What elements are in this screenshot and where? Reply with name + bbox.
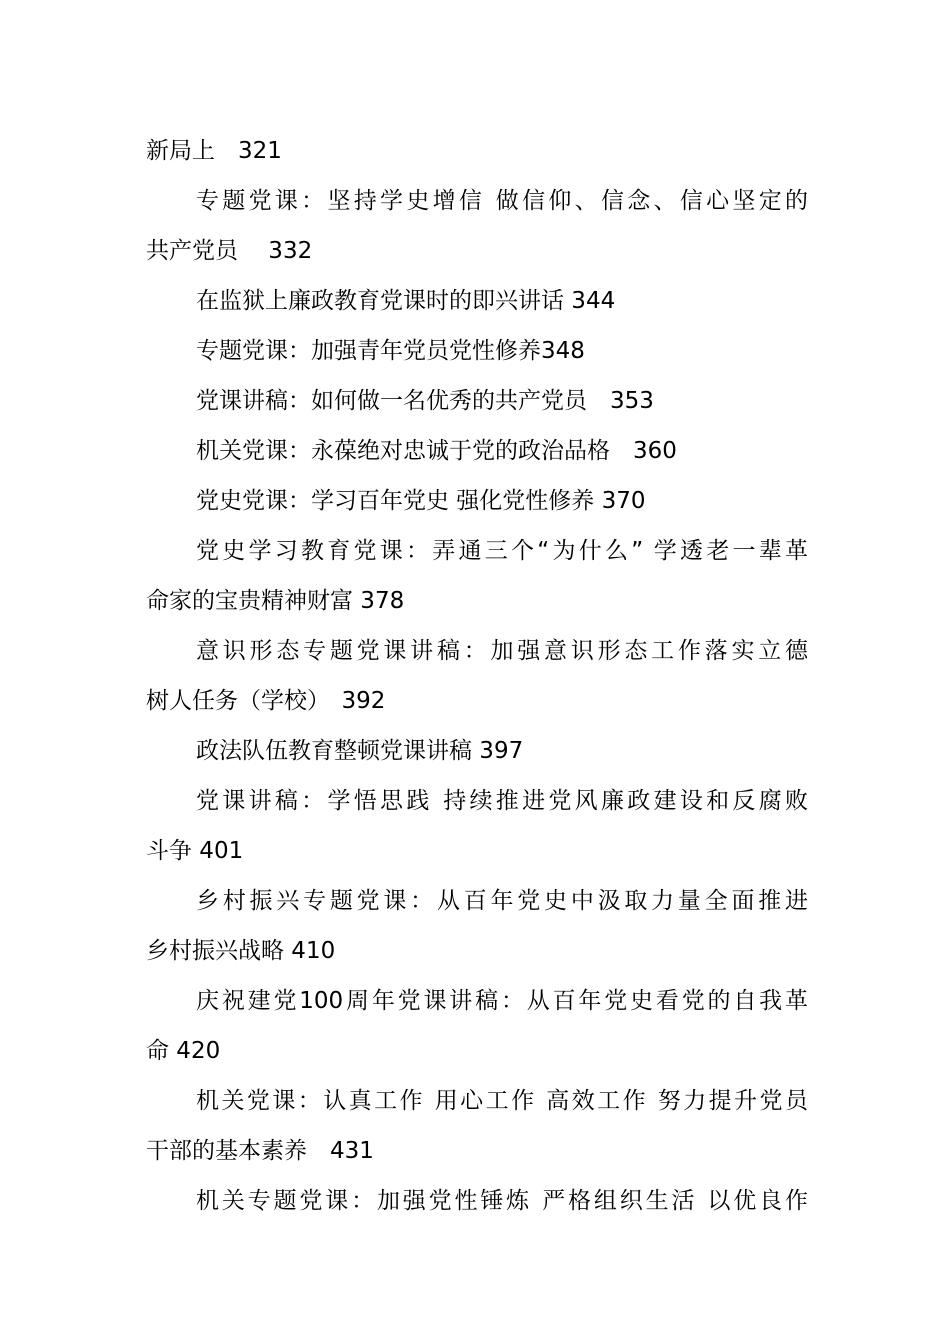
toc-line: 在监狱上廉政教育党课时的即兴讲话 344: [196, 288, 616, 314]
toc-line: 机关党课：永葆绝对忠诚于党的政治品格 360: [196, 438, 677, 464]
toc-line: 党史党课：学习百年党史 强化党性修养 370: [196, 488, 646, 514]
toc-line: 乡村振兴专题党课：从百年党史中汲取力量全面推进: [196, 888, 808, 914]
toc-line: 命 420: [146, 1038, 221, 1064]
toc-line: 新局上 321: [146, 138, 282, 164]
toc-line: 斗争 401: [146, 838, 244, 864]
toc-line: 机关党课：认真工作 用心工作 高效工作 努力提升党员: [196, 1088, 808, 1114]
toc-line: 专题党课：加强青年党员党性修养348: [196, 338, 585, 364]
toc-line: 庆祝建党100周年党课讲稿：从百年党史看党的自我革: [196, 988, 808, 1014]
toc-line: 党史学习教育党课：弄通三个“为什么” 学透老一辈革: [196, 538, 808, 564]
toc-line: 命家的宝贵精神财富 378: [146, 588, 405, 614]
toc-line: 党课讲稿：如何做一名优秀的共产党员 353: [196, 388, 654, 414]
toc-line: 政法队伍教育整顿党课讲稿 397: [196, 738, 524, 764]
toc-line: 共产党员 332: [146, 238, 313, 264]
toc-line: 机关专题党课：加强党性锤炼 严格组织生活 以优良作: [196, 1188, 808, 1214]
table-of-contents: [146, 126, 808, 1226]
toc-line: 干部的基本素养 431: [146, 1138, 374, 1164]
toc-line: 专题党课：坚持学史增信 做信仰、信念、信心坚定的: [196, 188, 808, 214]
toc-line: 乡村振兴战略 410: [146, 938, 336, 964]
toc-line: 树人任务（学校） 392: [146, 688, 386, 714]
toc-line: 党课讲稿：学悟思践 持续推进党风廉政建设和反腐败: [196, 788, 808, 814]
toc-line: 意识形态专题党课讲稿：加强意识形态工作落实立德: [196, 638, 808, 664]
